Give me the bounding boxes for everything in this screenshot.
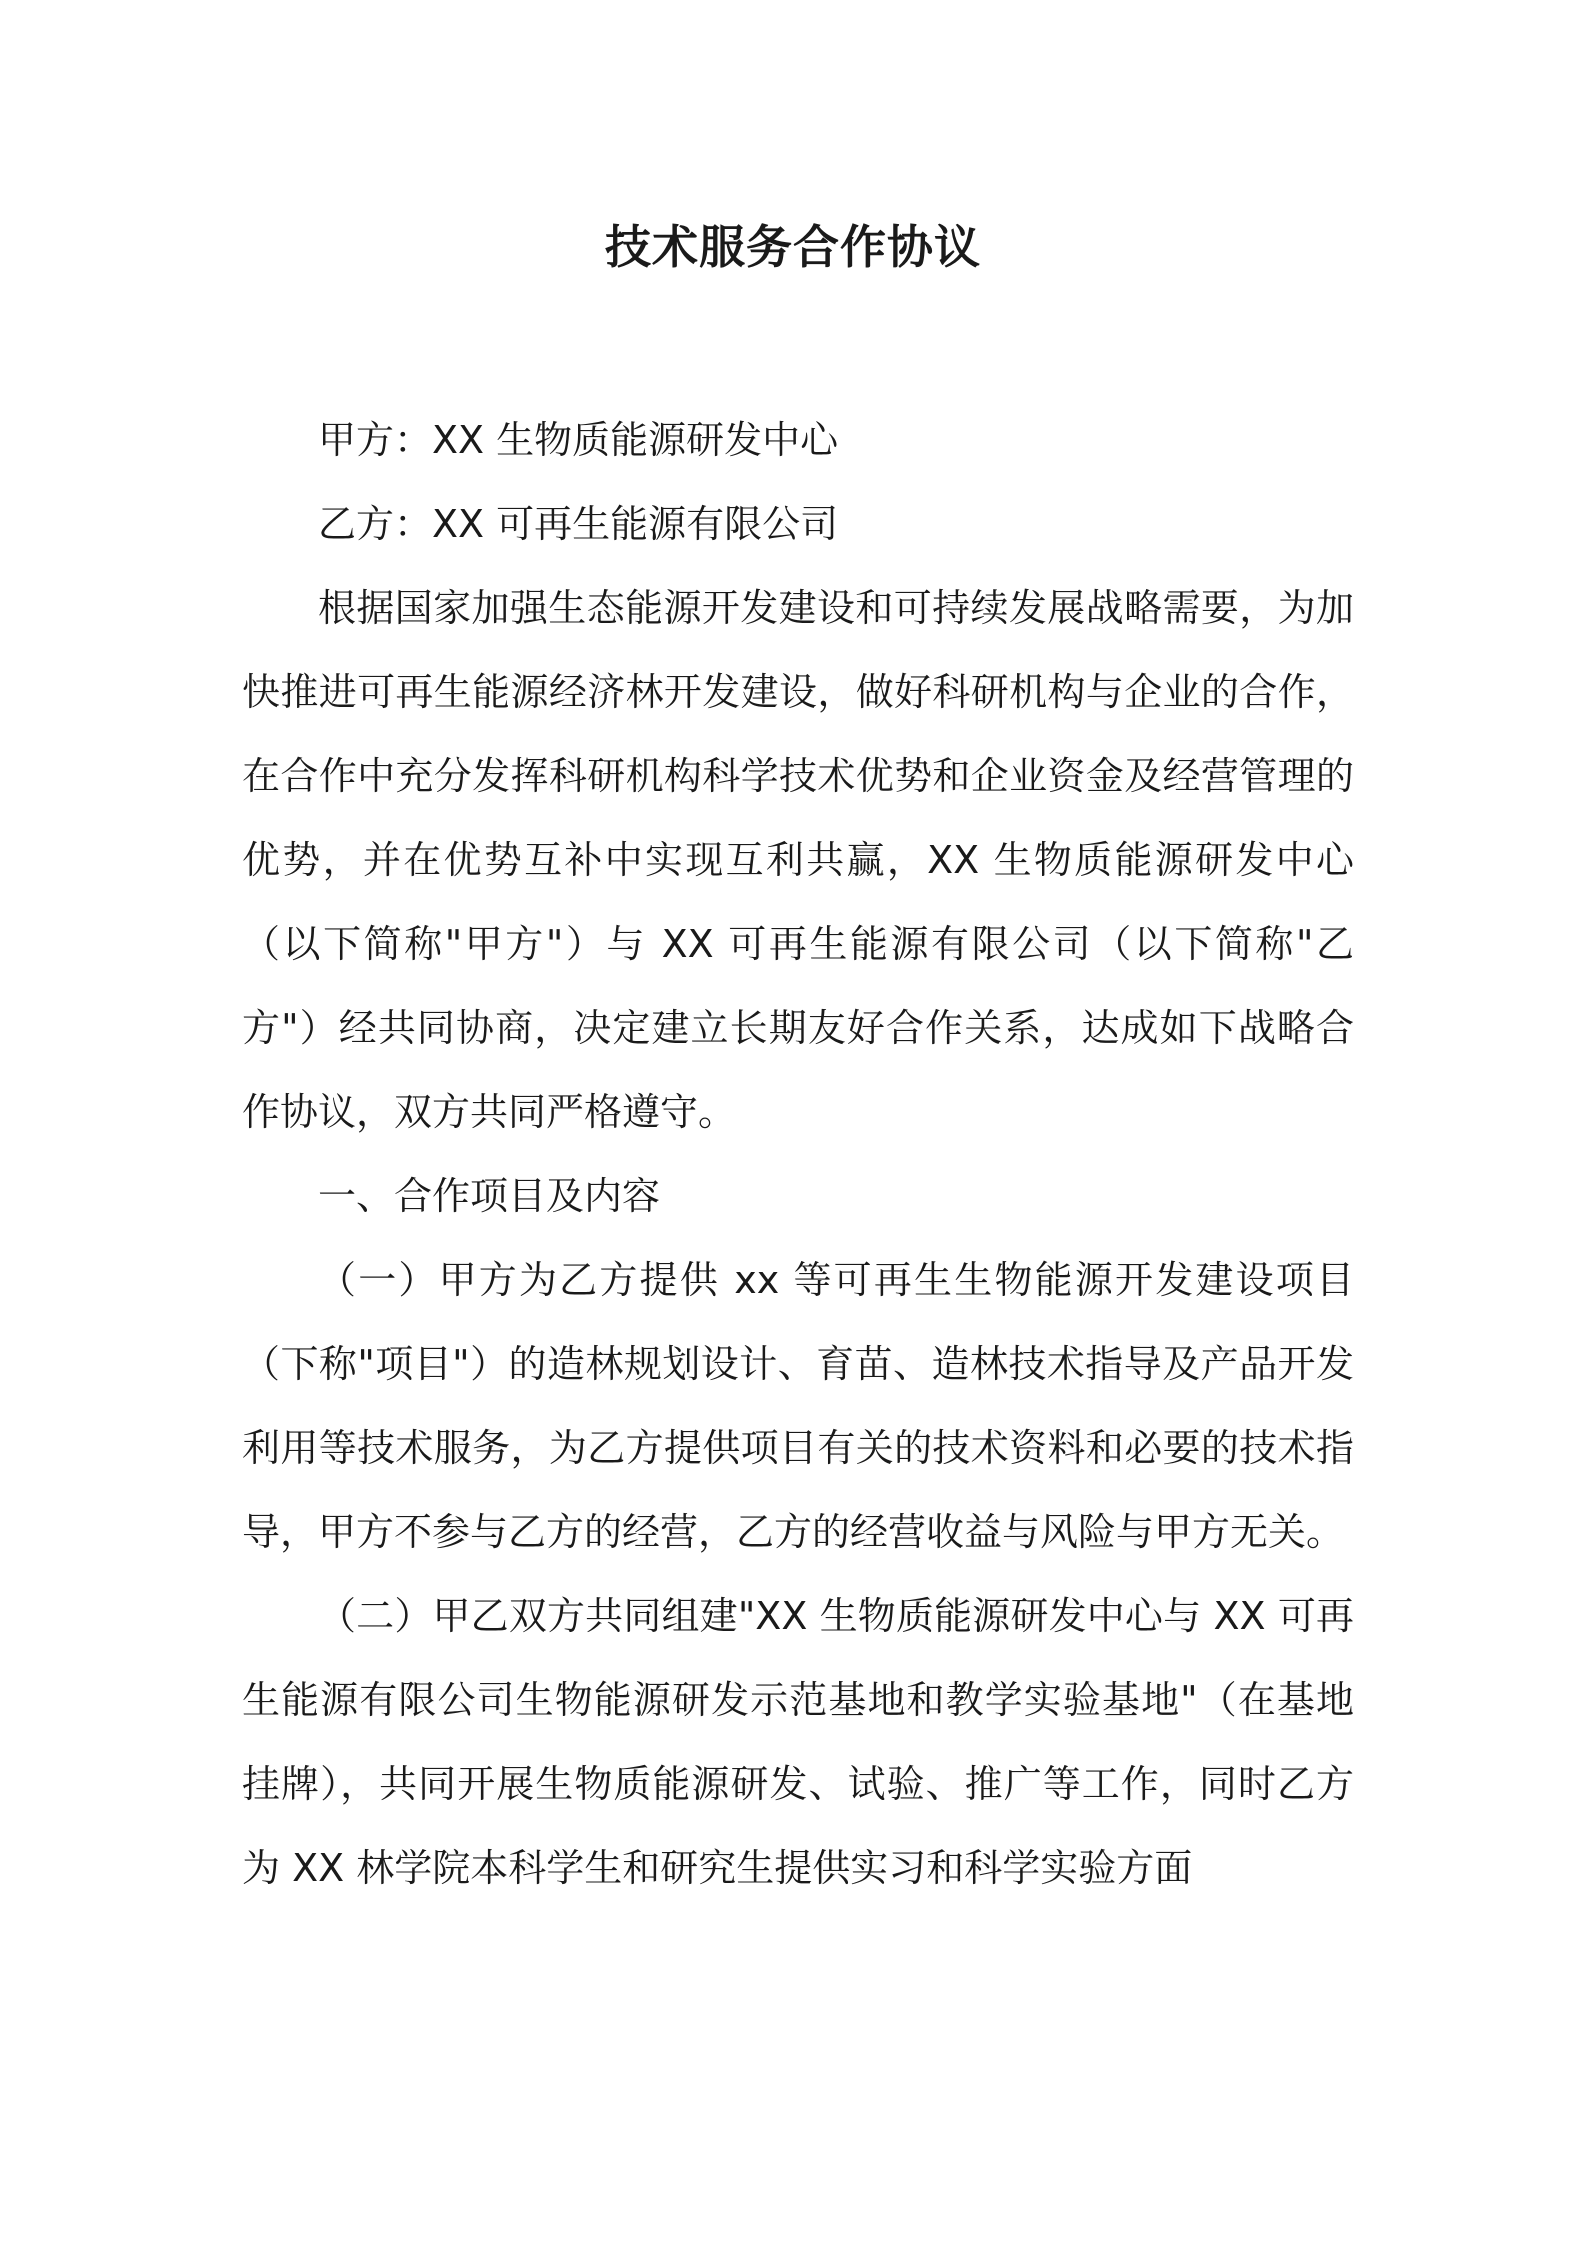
document-title: 技术服务合作协议 [605, 220, 981, 274]
preamble-paragraph: 根据国家加强生态能源开发建设和可持续发展战略需要，为加快推进可再生能源经济林开发建设，做好科研机构与企业的合作，在合作中充分发挥科研机构科学技术优势和企业资金及经营管理的优势，并在优势互补中实现互利共赢，XX 生物质能源研发中心（以下简称"甲方"）与 XX 可再生能源有限公司（以下简称"乙方"）经共同协商，决定建立长期友好合作关系，达成如下战略合作协议，双方共同严格遵守。 [242, 586, 1354, 1134]
section-heading: 一、合作项目及内容 [318, 1174, 661, 1218]
party-a-line: 甲方：XX 生物质能源研发中心 [318, 418, 839, 462]
clause-1-paragraph: （一）甲方为乙方提供 xx 等可再生生物能源开发建设项目（下称"项目"）的造林规划设计、育苗、造林技术指导及产品开发利用等技术服务，为乙方提供项目有关的技术资料和必要的技术指导，甲方不参与乙方的经营，乙方的经营收益与风险与甲方无关。 [242, 1258, 1354, 1554]
clause-2-paragraph: （二）甲乙双方共同组建"XX 生物质能源研发中心与 XX 可再生能源有限公司生物能源研发示范基地和教学实验基地"（在基地挂牌），共同开展生物质能源研发、试验、推广等工作，同时乙方为 XX 林学院本科学生和研究生提供实习和科学实验方面 [242, 1594, 1354, 1890]
document-body [242, 398, 1354, 1910]
party-b-line: 乙方：XX 可再生能源有限公司 [318, 502, 839, 546]
